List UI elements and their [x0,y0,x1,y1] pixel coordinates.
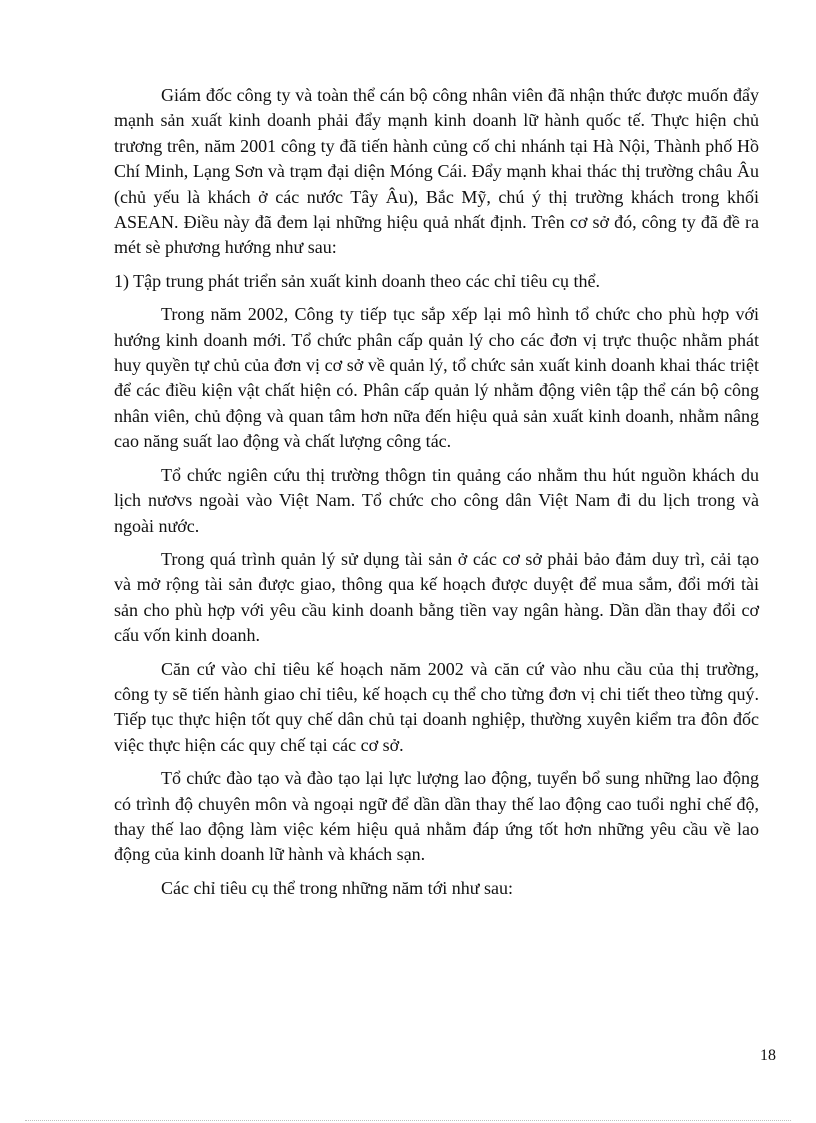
page-number: 18 [760,1047,776,1064]
paragraph-organization-2002: Trong năm 2002, Công ty tiếp tục sắp xếp lại mô hình tổ chức cho phù hợp với hướng kinh doanh mới. Tổ chức phân cấp quản lý cho các đơn vị trực thuộc nhằm phát huy quyền tự chủ của đơn vị cơ sở về quản lý, tổ chức sản xuất kinh doanh khai thác triệt để các điều kiện vật chất hiện có. Phân cấp quản lý nhằm động viên tập thể cán bộ công nhân viên, chủ động và quan tâm hơn nữa đến hiệu quả sản xuất kinh doanh, nhằm nâng cao năng suất lao động và chất lượng công tác. [114,304,759,452]
list-heading-1: 1) Tập trung phát triển sản xuất kinh doanh theo các chỉ tiêu cụ thể. [114,270,601,291]
paragraph-staff-training: Tổ chức đào tạo và đào tạo lại lực lượng lao động, tuyển bổ sung những lao động có trình độ chuyên môn và ngoại ngữ để dần dần thay thế lao động cao tuổi nghỉ chế độ, thay thế lao động làm việc kém hiệu quả nhằm đáp ứng tốt hơn những yêu cầu về lao động của kinh doanh lữ hành và khách sạn. [114,768,759,865]
paragraph-specific-targets: Các chỉ tiêu cụ thể trong những năm tới như sau: [161,877,513,898]
paragraph-plan-targets: Căn cứ vào chỉ tiêu kế hoạch năm 2002 và căn cứ vào nhu cầu của thị trường, công ty sẽ tiến hành giao chỉ tiêu, kế hoạch cụ thể cho từng đơn vị chi tiết theo từng quý. Tiếp tục thực hiện tốt quy chế dân chủ tại doanh nghiệp, thường xuyên kiểm tra đôn đốc việc thực hiện các quy chế tại các cơ sở. [114,658,759,755]
paragraph-company-awareness: Giám đốc công ty và toàn thể cán bộ công nhân viên đã nhận thức được muốn đẩy mạnh sản xuất kinh doanh phải đẩy mạnh kinh doanh lữ hành quốc tế. Thực hiện chủ trương trên, năm 2001 công ty đã tiến hành củng cố chi nhánh tại Hà Nội, Thành phố Hồ Chí Minh, Lạng Sơn và trạm đại diện Móng Cái. Đẩy mạnh khai thác thị trường châu Âu (chủ yếu là khách ở các nước Tây Âu), Bắc Mỹ, chú ý thị trường khách trong khối ASEAN. Điều này đã đem lại những hiệu quả nhất định. Trên cơ sở đó, công ty đã đề ra mét sè phương hướng như sau: [114,85,759,258]
paragraph-asset-management: Trong quá trình quản lý sử dụng tài sản ở các cơ sở phải bảo đảm duy trì, cải tạo và mở rộng tài sản được giao, thông qua kế hoạch được duyệt để mua sắm, đổi mới tài sản cho phù hợp với yêu cầu kinh doanh bằng tiền vay ngân hàng. Dần dần thay đổi cơ cấu vốn kinh doanh. [114,548,759,646]
paragraph-market-research: Tổ chức ngiên cứu thị trường thôgn tin quảng cáo nhằm thu hút nguồn khách du lịch nươvs ngoài vào Việt Nam. Tổ chức cho công dân Việt Nam đi du lịch trong và ngoài nước. [114,464,759,536]
footer-divider [25,1120,791,1121]
document-body [114,83,759,909]
